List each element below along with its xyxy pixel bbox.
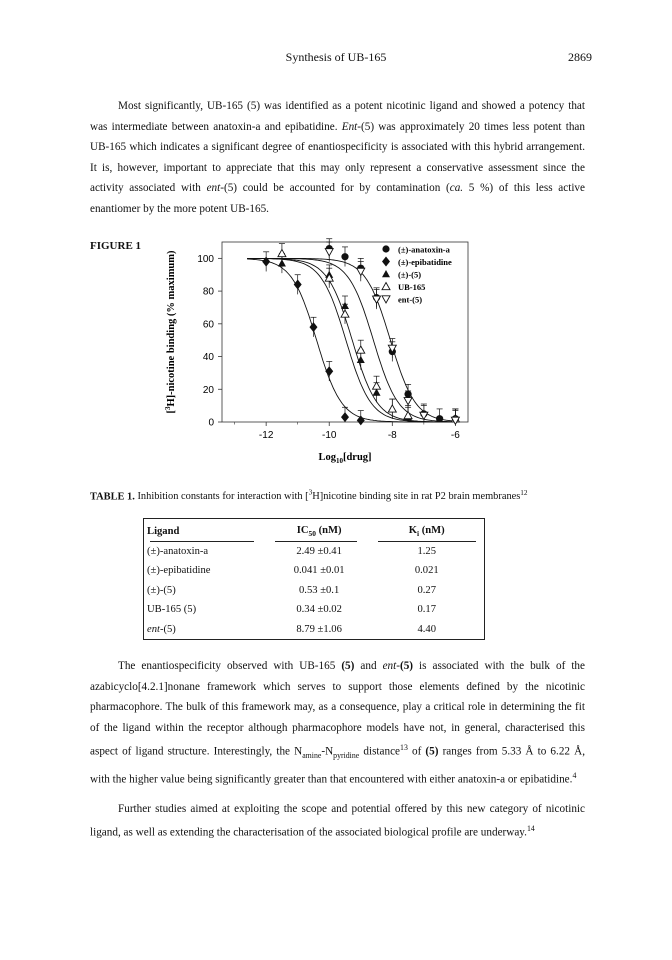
data-point — [373, 382, 381, 389]
cell-ligand: ent-(5) — [147, 623, 176, 635]
data-point — [325, 249, 333, 256]
p1-text-d: 5 %) of this less active enantiomer by the more potent UB-165. — [90, 182, 585, 215]
p2-sup4: 4 — [572, 771, 577, 781]
data-point — [278, 249, 286, 256]
cell-ligand: (±)-anatoxin-a — [147, 545, 209, 557]
data-point — [309, 322, 317, 332]
p2-b: and — [354, 660, 383, 672]
legend-marker — [382, 283, 390, 290]
table-caption-label: TABLE 1. — [90, 491, 135, 503]
data-point — [341, 310, 349, 317]
p3-a: Further studies aimed at exploiting the scope and potential offered by this new category of nicotinic ligand, as well as extending the characterisation of the associated biological profile are underway. — [90, 802, 585, 839]
y-tick-label: 40 — [202, 352, 214, 364]
paragraph-3 — [90, 799, 585, 844]
fit-curve — [247, 258, 458, 422]
p1-text-b: (5) was approximately 20 times less potent than UB-165 which indicates a significant degree of enantiospecificity is associated with this hybrid arrangement. It is, however, important to appreciate that this may only represent a conservative assessment since the activity associated with — [90, 120, 585, 194]
x-tick-label: -6 — [450, 430, 460, 441]
p2-h: ranges from 5.33 Å to 6.22 Å, with the higher value being significantly greater than that encountered with either anatoxin-a or epibatidine. — [90, 745, 585, 787]
data-point — [357, 346, 365, 353]
x-tick-label: -10 — [322, 430, 337, 441]
legend-label: (±)-anatoxin-a — [398, 244, 450, 255]
header-ki: $K_i$ (nM) — [408, 525, 445, 539]
data-point — [436, 415, 443, 422]
y-tick-label: 100 — [197, 253, 214, 265]
x-axis-label: Log$_{10}$[drug] — [318, 452, 372, 465]
p2-a: The enantiospecificity observed with UB-165 — [118, 660, 342, 672]
p2-g: of — [407, 745, 426, 758]
data-point — [325, 366, 333, 376]
p2-d: is associated with the bulk of the azabicyclo[4.2.1]nonane framework which serves to support those elements defined by the nicotinic pharmacophore. The bulk of this framework may, as a consequence, play a critical role in determining the fit of the ligand within the receptor although pharmacophore models have not, in general, characterised this aspect of ligand structure. Interestingly, the N — [90, 660, 585, 758]
data-point — [357, 415, 365, 425]
table-row — [143, 600, 485, 620]
data-point — [341, 412, 349, 422]
x-tick-label: -8 — [387, 430, 397, 441]
chart-legend — [382, 245, 452, 305]
table-caption-text: Inhibition constants for interaction with [$^3$H]nicotine binding site in rat P2 brain membranes — [137, 489, 521, 503]
data-point — [404, 398, 412, 405]
p2-sup13: 13 — [400, 743, 408, 752]
cell-ki: 0.27 — [417, 584, 437, 596]
table-row — [143, 620, 485, 640]
table-caption-ref: 12 — [520, 489, 528, 497]
p2-h5: (5) — [425, 745, 439, 758]
table-row — [143, 561, 485, 581]
y-tick-label: 80 — [202, 286, 214, 298]
fit-curve — [247, 259, 458, 422]
data-point — [341, 253, 348, 260]
figure-label: FIGURE 1 — [90, 240, 142, 252]
fit-curve — [247, 258, 458, 422]
y-axis-label: [$^3$H]-nicotine binding (% maximum) — [164, 250, 177, 414]
p3-sup14: 14 — [526, 824, 535, 834]
cell-ic50: 8.79 ±1.06 — [296, 623, 342, 635]
cell-ic50: 0.53 ±0.1 — [299, 584, 340, 596]
p2-c: (5) — [399, 660, 414, 672]
p1-text-c: (5) could be accounted for by contamination ( — [223, 182, 450, 194]
paragraph-bottom — [90, 656, 585, 843]
p2-f: distance — [359, 745, 401, 758]
legend-marker — [382, 270, 390, 277]
legend-marker — [382, 245, 389, 252]
legend-marker — [382, 296, 390, 303]
legend-label: (±)-epibatidine — [398, 257, 452, 267]
cell-ic50: 0.041 ±0.01 — [293, 565, 345, 577]
cell-ligand: UB-165 (5) — [147, 604, 197, 616]
paragraph-2 — [90, 656, 585, 791]
legend-label: ent-(5) — [398, 294, 423, 305]
running-title: Synthesis of UB-165 — [285, 50, 387, 64]
cell-ki: 4.40 — [417, 623, 437, 635]
y-tick-label: 20 — [202, 384, 214, 396]
cell-ki: 0.021 — [414, 565, 439, 577]
y-tick-label: 60 — [202, 319, 214, 331]
header-ligand: Ligand — [147, 526, 180, 538]
p1-ent: Ent- — [341, 120, 361, 133]
paragraph-top — [90, 96, 585, 219]
p2-ent: ent- — [382, 660, 400, 672]
p2-e: -N — [321, 745, 334, 758]
p2-sub-amine: amine — [302, 750, 322, 760]
page-number: 2869 — [568, 50, 592, 64]
paragraph-1 — [90, 96, 585, 219]
table-row — [143, 581, 485, 601]
header-ic50: $IC_{50}$ (nM) — [296, 525, 342, 539]
cell-ligand: (±)-(5) — [147, 584, 176, 596]
x-tick-label: -12 — [258, 430, 274, 441]
cell-ic50: 2.49 ±0.41 — [296, 545, 342, 557]
fit-curve — [247, 258, 458, 421]
fit-curve — [247, 258, 458, 421]
p2-sub-pyridine: pyridine — [333, 750, 360, 760]
figure-1-chart — [150, 232, 480, 472]
inhibition-table — [143, 522, 485, 639]
plot-frame — [222, 242, 468, 422]
data-point — [294, 280, 302, 290]
fit-curves — [247, 258, 458, 422]
p2-b5: (5) — [341, 660, 355, 672]
legend-label: UB-165 — [398, 282, 426, 292]
legend-marker — [382, 257, 390, 267]
cell-ki: 1.25 — [417, 545, 437, 557]
y-tick-label: 0 — [208, 417, 214, 429]
table-header-row — [143, 522, 485, 542]
legend-label: (±)-(5) — [398, 269, 422, 280]
data-point — [404, 411, 412, 418]
table-row — [143, 542, 485, 562]
cell-ki: 0.17 — [417, 604, 437, 616]
data-point — [357, 268, 365, 275]
p1-ca: ca. — [449, 182, 464, 194]
cell-ic50: 0.34 ±0.02 — [296, 604, 342, 616]
p1-ent2: ent- — [206, 182, 224, 194]
p1-text-a: Most significantly, UB-165 (5) was identified as a potent nicotinic ligand and showed a potency that was intermediate between anatoxin-a and epibatidine. — [90, 100, 585, 133]
data-point — [388, 405, 396, 412]
table-caption — [90, 489, 528, 502]
cell-ligand: (±)-epibatidine — [147, 565, 211, 577]
